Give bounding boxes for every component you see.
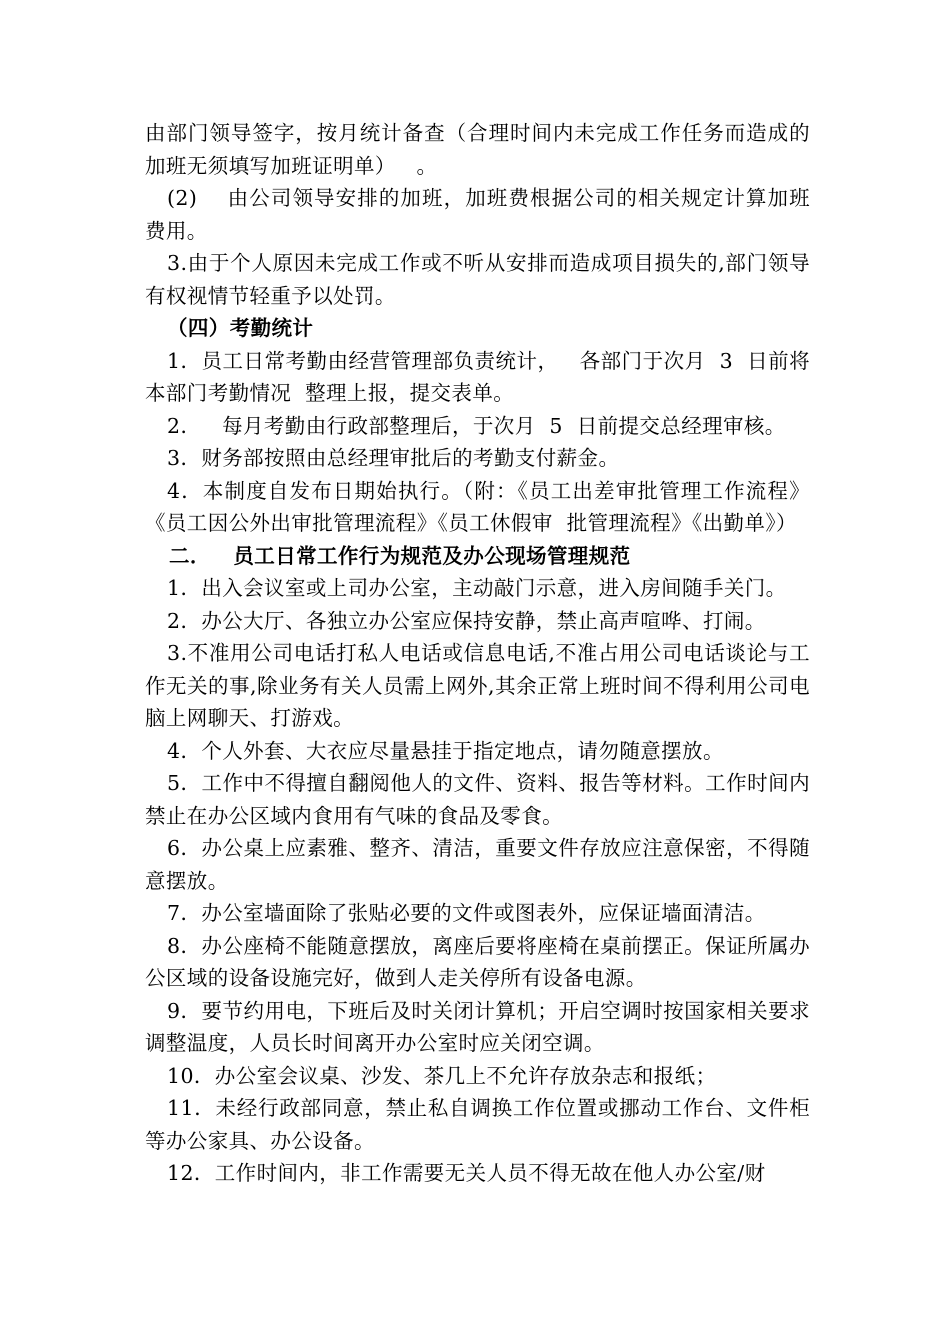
document-body [145,117,810,1190]
paragraph-conduct-item-10: 10．办公室会议桌、沙发、茶几上不允许存放杂志和报纸； [167,1063,717,1088]
section-heading-conduct-rules: 二． 员工日常工作行为规范及办公现场管理规范 [169,543,631,568]
paragraph-attendance-item-2: 2． 每月考勤由行政部整理后，于次月 5 日前提交总经理审核。 [167,413,786,438]
paragraph-conduct-item-2: 2．办公大厅、各独立办公室应保持安静，禁止高声喧哗、打闹。 [167,608,766,633]
paragraph-overtime-leader-arranged: (2) 由公司领导安排的加班，加班费根据公司的相关规定计算加班费用。 [145,186,810,243]
paragraph-conduct-item-12: 12．工作时间内，非工作需要无关人员不得无故在他人办公室/财 [167,1161,766,1185]
paragraph-conduct-item-9: 9．要节约用电，下班后及时关闭计算机；开启空调时按国家相关要求调整温度，人员长时间离开办公室时应关闭空调。 [145,998,810,1055]
section-heading-attendance-stats: （四）考勤统计 [167,316,314,340]
paragraph-attendance-item-3: 3．财务部按照由总经理审批后的考勤支付薪金。 [167,446,620,470]
paragraph-attendance-item-4: 4．本制度自发布日期始执行。（附：《员工出差审批管理工作流程》《员工因公外出审批管理流程》《员工休假审 批管理流程》《出勤单》） [145,478,810,535]
paragraph-conduct-item-7: 7．办公室墙面除了张贴必要的文件或图表外，应保证墙面清洁。 [167,901,766,925]
paragraph-conduct-item-8: 8．办公座椅不能随意摆放，离座后要将座椅在桌前摆正。保证所属办公区域的设备设施完好，做到人走关停所有设备电源。 [145,933,810,990]
paragraph-conduct-item-11: 11．未经行政部同意，禁止私自调换工作位置或挪动工作台、文件柜等办公家具、办公设备。 [145,1096,810,1153]
paragraph-conduct-item-6: 6．办公桌上应素雅、整齐、清洁，重要文件存放应注意保密，不得随意摆放。 [145,836,810,893]
paragraph-attendance-item-1: 1．员工日常考勤由经营管理部负责统计， 各部门于次月 3 日前将本部门考勤情况 整理上报，提交表单。 [145,348,810,405]
paragraph-overtime-signature: 由部门领导签字，按月统计备查（合理时间内未完成工作任务而造成的加班无须填写加班证明单） 。 [145,121,810,178]
paragraph-conduct-item-5: 5．工作中不得擅自翻阅他人的文件、资料、报告等材料。工作时间内禁止在办公区域内食用有气味的食品及零食。 [145,771,810,828]
paragraph-conduct-item-3: 3.不准用公司电话打私人电话或信息电话,不准占用公司电话谈论与工作无关的事,除业务有关人员需上网外,其余正常上班时间不得利用公司电脑上网聊天、打游戏。 [145,641,810,730]
paragraph-personal-loss-penalty: 3.由于个人原因未完成工作或不听从安排而造成项目损失的,部门领导有权视情节轻重予以处罚。 [145,251,810,308]
paragraph-conduct-item-4: 4．个人外套、大衣应尽量悬挂于指定地点，请勿随意摆放。 [167,738,724,763]
paragraph-conduct-item-1: 1．出入会议室或上司办公室，主动敲门示意，进入房间随手关门。 [167,576,787,600]
